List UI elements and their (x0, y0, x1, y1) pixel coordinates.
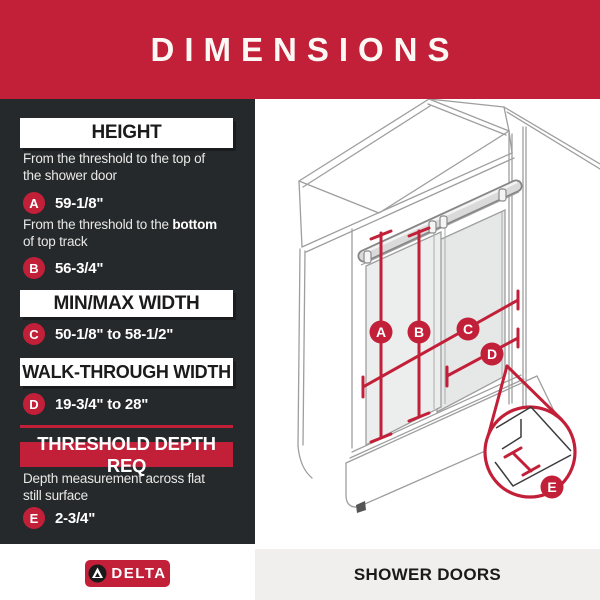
value-b: 56-3/4" (55, 259, 104, 277)
height-b-desc-bold: bottom (172, 217, 217, 232)
page-title: DIMENSIONS (150, 30, 460, 68)
badge-b: B (23, 257, 45, 279)
dimension-row-d (23, 393, 148, 415)
walkthrough-width-title: WALK-THROUGH WIDTH (22, 361, 231, 382)
diagram-label-a: A (375, 324, 387, 340)
badge-d: D (23, 393, 45, 415)
walkthrough-width-section-header (20, 358, 233, 386)
minmax-width-section-header (20, 290, 233, 317)
dimension-row-e (23, 507, 95, 529)
height-a-desc-line1: From the threshold to the top of (23, 151, 205, 166)
diagram-label-e: E (547, 479, 557, 495)
badge-e: E (23, 507, 45, 529)
badge-c: C (23, 323, 45, 345)
value-e: 2-3/4" (55, 509, 96, 527)
height-a-description (23, 150, 238, 184)
delta-wordmark: DELTA (111, 565, 167, 582)
minmax-width-title: MIN/MAX WIDTH (53, 292, 200, 314)
threshold-desc-line1: Depth measurement across flat (23, 471, 205, 486)
height-b-description (23, 216, 238, 250)
delta-logo (85, 560, 170, 587)
category-footer (255, 549, 600, 600)
threshold-title: THRESHOLD DEPTH REQ (37, 432, 216, 476)
value-d: 19-3/4" to 28" (55, 395, 149, 413)
specs-panel (0, 99, 255, 544)
tub-foot (356, 501, 366, 513)
value-c: 50-1/8" to 58-1/2" (55, 325, 174, 343)
dimension-row-b (23, 257, 103, 279)
dimension-row-a (23, 192, 103, 214)
threshold-description (23, 470, 238, 504)
section-divider (20, 425, 233, 428)
diagram-label-d: D (486, 346, 498, 362)
title-banner (0, 0, 600, 99)
threshold-desc-line2: still surface (23, 488, 88, 503)
diagram-label-b: B (413, 324, 425, 340)
diagram-label-c: C (462, 321, 474, 337)
height-a-desc-line2: the shower door (23, 168, 117, 183)
value-a: 59-1/8" (55, 194, 104, 212)
height-title: HEIGHT (91, 122, 162, 143)
height-b-desc-prefix: From the threshold to the (23, 217, 173, 232)
delta-triangle-icon (88, 564, 107, 583)
dimension-row-c (23, 323, 173, 345)
shower-door-diagram (255, 99, 600, 549)
threshold-section-header (20, 432, 233, 476)
height-b-desc-line2: of top track (23, 234, 88, 249)
category-label: SHOWER DOORS (353, 564, 502, 584)
badge-a: A (23, 192, 45, 214)
height-section-header (20, 118, 233, 148)
